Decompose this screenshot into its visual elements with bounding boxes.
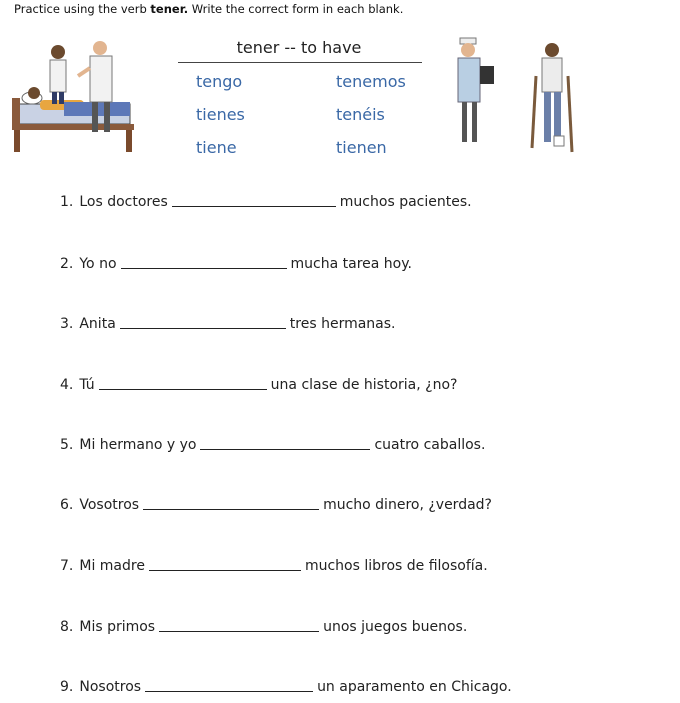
exercise-7 <box>60 558 488 574</box>
exercise-after: mucho dinero, ¿verdad? <box>323 497 492 513</box>
exercise-before: Vosotros <box>79 497 140 513</box>
exercise-number: 1. <box>60 194 74 210</box>
exercise-number: 7. <box>60 558 74 574</box>
exercise-number: 8. <box>60 619 74 635</box>
conjugation-el: tiene <box>196 138 237 157</box>
exercise-after: mucha tarea hoy. <box>290 256 412 272</box>
instructions <box>14 2 403 16</box>
exercise-3 <box>60 316 396 332</box>
answer-blank[interactable] <box>149 569 301 571</box>
conjugation-tu: tienes <box>196 105 245 124</box>
exercise-9 <box>60 679 512 695</box>
instructions-verb: tener. <box>150 2 189 16</box>
conjugation-header: tener -- to have <box>236 38 362 57</box>
exercise-1 <box>60 194 472 210</box>
exercise-after: muchos pacientes. <box>339 194 472 210</box>
exercise-after: muchos libros de filosofía. <box>304 558 488 574</box>
exercise-number: 9. <box>60 679 74 695</box>
answer-blank[interactable] <box>99 388 267 390</box>
exercise-after: tres hermanas. <box>289 316 396 332</box>
exercise-before: Anita <box>79 316 116 332</box>
exercise-after: una clase de historia, ¿no? <box>270 377 458 393</box>
conjugation-nosotros: tenemos <box>336 72 406 91</box>
exercise-before: Tú <box>79 377 95 393</box>
exercise-4 <box>60 377 457 393</box>
answer-blank[interactable] <box>200 448 370 450</box>
exercise-after: cuatro caballos. <box>374 437 486 453</box>
exercise-before: Mi madre <box>79 558 145 574</box>
exercise-before: Los doctores <box>79 194 168 210</box>
doctors-with-patient-illustration <box>10 38 138 156</box>
exercise-after: un aparamento en Chicago. <box>317 679 512 695</box>
exercise-before: Nosotros <box>79 679 142 695</box>
answer-blank[interactable] <box>172 205 336 207</box>
conjugation-divider <box>178 62 422 63</box>
exercise-before: Mi hermano y yo <box>79 437 197 453</box>
exercise-number: 3. <box>60 316 74 332</box>
answer-blank[interactable] <box>121 267 287 269</box>
conjugation-yo: tengo <box>196 72 243 91</box>
exercise-8 <box>60 619 467 635</box>
exercise-number: 5. <box>60 437 74 453</box>
conjugation-ellos: tienen <box>336 138 387 157</box>
nurse-and-patient-with-crutches-illustration <box>452 36 582 156</box>
answer-blank[interactable] <box>120 327 286 329</box>
instructions-suffix: Write the correct form in each blank. <box>188 2 404 16</box>
answer-blank[interactable] <box>159 630 319 632</box>
exercise-number: 6. <box>60 497 74 513</box>
exercise-before: Yo no <box>79 256 117 272</box>
exercise-number: 4. <box>60 377 74 393</box>
exercise-before: Mis primos <box>79 619 156 635</box>
exercise-6 <box>60 497 492 513</box>
exercise-5 <box>60 437 485 453</box>
answer-blank[interactable] <box>145 690 313 692</box>
exercise-number: 2. <box>60 256 74 272</box>
exercise-2 <box>60 256 412 272</box>
conjugation-vosotros: tenéis <box>336 105 385 124</box>
instructions-prefix: Practice using the verb <box>14 2 151 16</box>
answer-blank[interactable] <box>143 508 319 510</box>
exercise-after: unos juegos buenos. <box>323 619 468 635</box>
